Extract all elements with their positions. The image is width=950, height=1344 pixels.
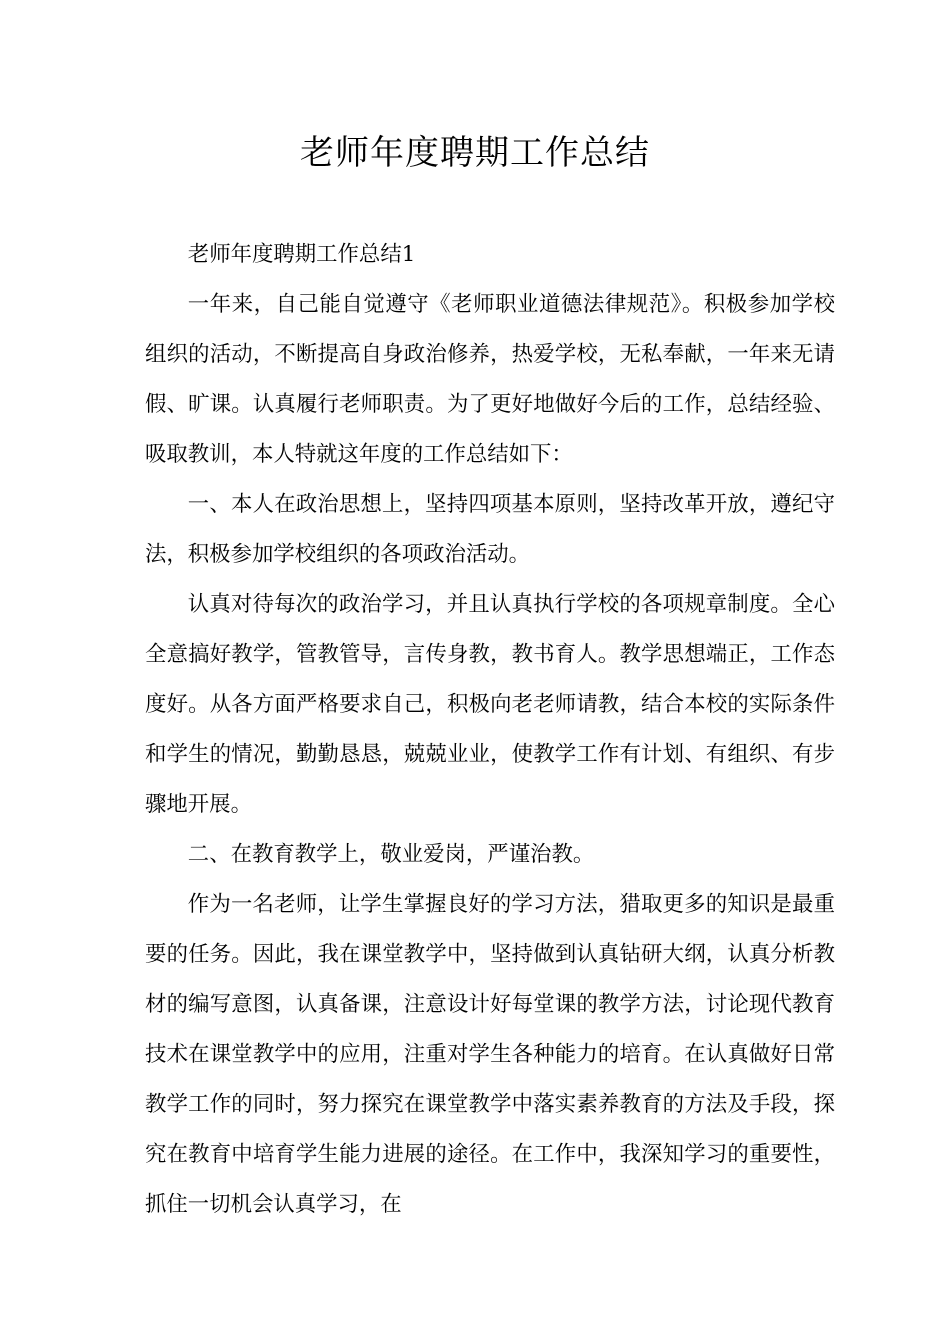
paragraph: 二、在教育教学上，敬业爱岗，严谨治教。	[187, 842, 595, 867]
paragraph: 认真对待每次的政治学习，并且认真执行学校的各项规章制度。全心全意搞好教学，管教管导，言传身教，教书育人。教学思想端正，工作态度好。从各方面严格要求自己，积极向老老师请教，结合本校的实际条件和学生的情况，勤勤恳恳，兢兢业业，使教学工作有计划、有组织、有步骤地开展。	[145, 592, 835, 817]
paragraph: 一年来，自己能自觉遵守《老师职业道德法律规范》。积极参加学校组织的活动，不断提高自身政治修养，热爱学校，无私奉献，一年来无请假、旷课。认真履行老师职责。为了更好地做好今后的工作，总结经验、吸取教训，本人特就这年度的工作总结如下：	[145, 292, 835, 467]
section-heading: 老师年度聘期工作总结1	[187, 242, 416, 267]
document-body	[145, 230, 835, 1230]
document-title: 老师年度聘期工作总结	[300, 133, 650, 173]
paragraph: 一、本人在政治思想上，坚持四项基本原则，坚持改革开放，遵纪守法，积极参加学校组织的各项政治活动。	[145, 492, 835, 567]
paragraph: 作为一名老师，让学生掌握良好的学习方法，猎取更多的知识是最重要的任务。因此，我在课堂教学中，坚持做到认真钻研大纲，认真分析教材的编写意图，认真备课，注意设计好每堂课的教学方法，讨论现代教育技术在课堂教学中的应用，注重对学生各种能力的培育。在认真做好日常教学工作的同时，努力探究在课堂教学中落实素养教育的方法及手段，探究在教育中培育学生能力进展的途径。在工作中，我深知学习的重要性，抓住一切机会认真学习，在	[145, 892, 835, 1217]
